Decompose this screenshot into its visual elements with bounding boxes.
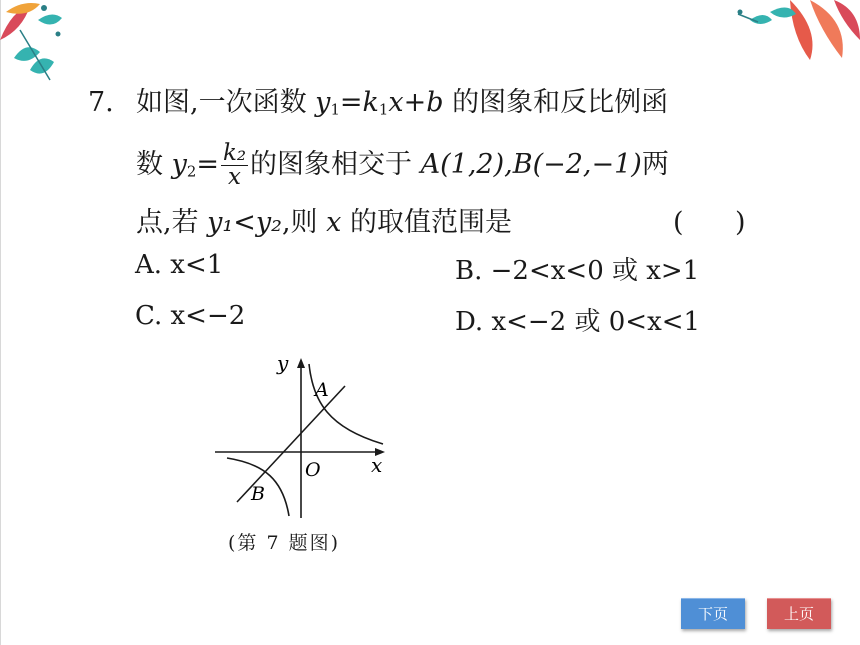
leaf-decoration-right bbox=[730, 0, 860, 80]
function-graph bbox=[205, 350, 405, 520]
subscript: 1 bbox=[378, 100, 389, 119]
plus-sign: + bbox=[403, 87, 427, 118]
text-segment: 的图象相交于 bbox=[250, 149, 421, 180]
y-axis-arrow bbox=[297, 358, 305, 368]
question-line-1 bbox=[136, 72, 668, 141]
figure-caption: (第 7 题图) bbox=[228, 532, 340, 554]
question-line-3 bbox=[136, 192, 512, 254]
equals-sign: = bbox=[339, 87, 363, 118]
inequality: y₁<y₂ bbox=[207, 207, 282, 238]
option-b: B. −2<x<0 或 x>1 bbox=[455, 256, 700, 286]
var-y: y bbox=[171, 149, 187, 180]
equals-sign: = bbox=[196, 149, 219, 180]
subscript: 1 bbox=[330, 100, 340, 119]
fraction bbox=[221, 142, 248, 189]
next-page-button[interactable]: 下页 bbox=[681, 598, 745, 629]
text-segment: 的取值范围是 bbox=[341, 207, 512, 238]
y-axis-label: y bbox=[277, 351, 289, 375]
text-segment: ,则 bbox=[281, 207, 327, 238]
x-axis-label: x bbox=[371, 453, 383, 477]
option-d: D. x<−2 或 0<x<1 bbox=[455, 307, 701, 337]
question-number: 7. bbox=[88, 87, 114, 118]
fraction-numerator: k₂ bbox=[222, 140, 247, 167]
subscript: 2 bbox=[186, 162, 197, 181]
point-a-coords: A(1,2), bbox=[420, 149, 513, 180]
var-x: x bbox=[326, 207, 342, 238]
fraction-denominator: x bbox=[228, 164, 241, 190]
left-border bbox=[0, 0, 1, 645]
var-k: k bbox=[362, 87, 379, 118]
origin-label: O bbox=[305, 459, 321, 481]
option-c: C. x<−2 bbox=[135, 301, 246, 331]
var-x: x bbox=[388, 87, 404, 118]
point-a-label: A bbox=[315, 379, 329, 401]
text-segment: 点,若 bbox=[136, 207, 208, 238]
hyperbola-branch-upper bbox=[309, 364, 383, 444]
prev-page-button[interactable]: 上页 bbox=[767, 598, 831, 629]
option-a: A. x<1 bbox=[135, 250, 224, 280]
answer-blank: ( ) bbox=[673, 207, 746, 238]
text-segment: 两 bbox=[641, 149, 669, 180]
leaf-decoration-left bbox=[0, 0, 80, 90]
text-segment: 的图象和反比例函 bbox=[443, 87, 669, 118]
var-b: b bbox=[426, 87, 444, 118]
text-segment: 如图,一次函数 bbox=[136, 87, 316, 118]
point-b-label: B bbox=[251, 483, 265, 505]
text-segment: 数 bbox=[136, 149, 172, 180]
point-b-coords: B(−2,−1) bbox=[512, 149, 642, 180]
var-y: y bbox=[315, 87, 331, 118]
